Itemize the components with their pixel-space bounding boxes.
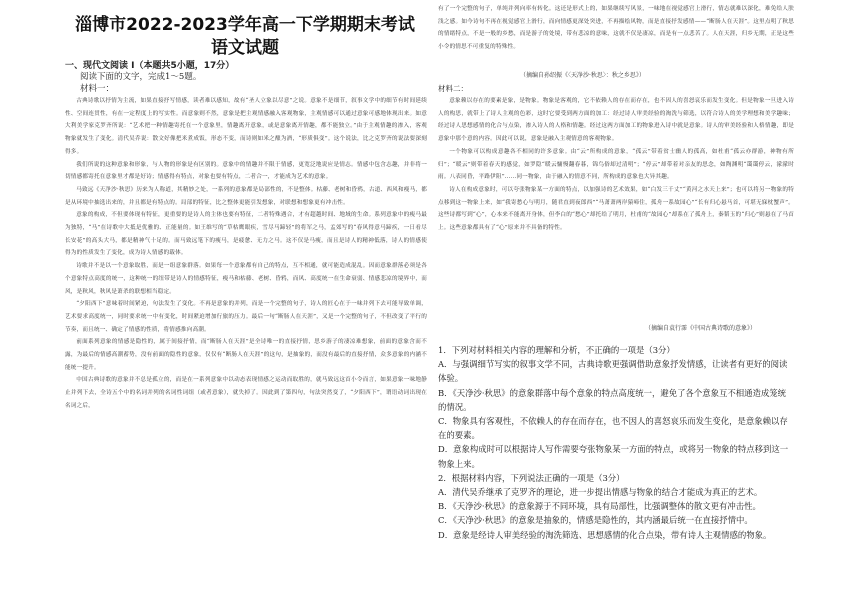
paragraph: 诗人在构成意象时，可以夸张物象某一方面的特点，以加强诗的艺术效果，如“白发三千丈”“黄河之水天上来”；也可以将另一物象的特点移到这一物象上来，如“我寄愁心与明月，随君直到夜郎西”“马萧萧两岸猿啼住，孤舟一系故园心”“长有归心悬马首，可堪无寐枕蟹声”。这些诗都写到“心”，心本来不能离开身体，但李白的“愁心”却托给了明月，杜甫的“故园心”却系在了孤舟上，秦韬玉的“归心”则悬在了马首上。这些意象都具有了“心”原来并不具备的特性。	[438, 186, 794, 232]
question-option: A．与强调细节写实的叙事文学不同，古典诗歌更强调借助意象抒发情感，让读者有更好的阅读体验。	[438, 359, 788, 384]
paragraph: 前面系列意象的情感是隐性的，属于间接抒情，而“断肠人在天涯”是全诗唯一的直接抒情，思乡游子的凄凉难想象，前面的意象含而不露，为最后的情感高潮蓄势，没有前面的隐性的意象，仅仅有“断肠人在天涯”的这句，是抽象的，而没有最后的直接抒情，众多意象的内涵不能统一提升。	[65, 339, 427, 371]
citation-2: （摘编自袁行霈《中国古典诗歌的意象》）	[645, 325, 757, 332]
paragraph: 古典诗歌以抒情为主流，如果直接抒写情感，读者难以感知，故有“圣人立象以尽意”之说。意象不是细节，叙事文学中的细节有时间延续性、空间连贯性，有在一定程度上的写实性。而意象则不然，意象是把主观情感融入客观物象，主观情感可以通过意象可感地体现出来。如意大利美学家克罗齐所说：“艺术把一种情趣寄托在一个意象里，情趣离开意象，或是意象离开情趣，都不能独立。”由于主观情趣的渗入，客观物象就发生了变化。清代吴乔说：散文好像把米煮成饭，形态不变，而诗则如米之酿为酒，“形质俱变”。这个说法，比之克罗齐的说法要深刻得多。	[65, 98, 427, 155]
question-option: A．清代吴乔继承了克罗齐的理论，进一步提出情感与物象的结合才能成为真正的艺术。	[438, 487, 763, 498]
instruction-text: 阅读下面的文字，完成1～5题。	[80, 72, 202, 82]
material2-label: 材料二：	[438, 84, 468, 93]
paragraph: 有了一个完整的句子，单纯并列向率有转化。这还是形式上的，如果继续写风景，一味地在视觉感官上滑行，情志就难以深化，难免给人肤浅之感。如今诗句不再在视觉感官上滑行，而向情感更深处突进，不再描绘风物，而是直接抒发感情——“断肠人在天涯”。这里点明了秋思的情绪特点，不是一般的乡愁，而是游子的处境，带有悲凉的意味，这就不仅是凄凉，而是有一点悲苦了。人在天涯，归乡无期，正是这些小令的情思不可重复的特殊性。	[438, 6, 794, 51]
paragraph: 意象的构成，不但要体现有特征，更重要的是诗人的主体也要有特征，二者特殊遇合，才有超越时间、地域的生命。系列意象中的瘦马最为独特，“马”在诗歌中大抵是优雅的、正能量的。如王维写的“草枯鹰眼疾，雪尽马蹄轻”的将军之马，孟郊写的“春风得意马蹄疾，一日看尽长安花”的高头大马，都是精神气十足的。而马致远笔下的瘦马，是疲惫、无力之马。这不仅是马瘦，而且是诗人的精神低落，诗人的情感使得为的性质发生了变化，成为诗人情感的载体。	[65, 212, 427, 257]
question-option: C．《天净沙·秋思》的意象是抽象的，情感是隐性的，其内涵最后统一在直接抒情中。	[438, 515, 753, 526]
paragraph: 我们所说的这种意象和形象，与人物的形象是有区别的。意象中的情趣并不限于情感，更宽泛地说应是情志。情感中包含志趣，并非将一切情感都寄托在意象里才都是好诗；情感得有特点，对象也要有特点，二者合一，才能成为艺术的意象。	[65, 161, 427, 181]
question-option: D．意象构成时可以根据诗人写作需要夸张物象某一方面的特点，或将另一物象的特点移到这一物象上来。	[438, 444, 789, 469]
question-option: C．物象具有客观性，不依赖人的存在而存在，也不因人的喜怒哀乐而发生变化，是意象赖以存在的要素。	[438, 416, 788, 441]
questions-block	[438, 343, 794, 542]
material1-continued	[438, 3, 794, 54]
citation-1: （摘编自孙绍振《〈天净沙·秋思〉：秋之乡思》）	[520, 72, 645, 79]
material1-label: 材料一：	[80, 84, 115, 94]
page-subtitle: 语文试题	[211, 38, 279, 58]
paragraph: 马致远《天净沙·秋思》历来为人称道，其精妙之处，一系列的意象都是局部性的，不是整体。枯藤、老树和昏鸦，古道、西风和瘦马，都是从环境中抽选出来的，并且都是有特点的。局部的特征，比之整体更能引发想象，对联想和想象更有冲击性。	[65, 186, 427, 206]
material2-body	[438, 95, 794, 235]
question-option: D．意象是经诗人审美经验的淘洗筛选、思想感情的化合点染，带有诗人主观情感的物象。	[438, 529, 772, 540]
paragraph: 一个物象可以构成意趣各不相同的许多意象。由“云”所构成的意象，“孤云”带着贫士幽人的孤高，如杜甫“孤云亦群游，神物有所归”；“暖云”则带着春天的感觉，如罗隐“暖云慵慢翻春暮，锦鸟俗却过清明”；“停云”却带着对亲友的思念，如陶渊明“霭霭停云，濛濛时雨。八表同昏，平路伊阻”……同一物象，由于融入的情意不同，所构成的意象也大异其趣。	[438, 148, 794, 181]
paragraph: 意象赖以存在的要素是象，是物象。物象是客观的，它不依赖人的存在而存在，也不因人的喜怒哀乐而发生变化。但是物象一旦进入诗人的构思，就带上了诗人主观的色彩，这时它要受到两方面的加工：经过诗人审美经验的淘洗与筛选，以符合诗人的美学理想和美学趣味；经过诗人思想感情的化合与点染，渗入诗人的人格和情趣。经过这两方面加工的物象进入诗中就是意象。诗人的审美经验和人格情趣，即是意象中那个意的内容。因此可以说，意象是融入主观情意的客观物象。	[438, 98, 794, 143]
paragraph: “夕阳西下”意味着时间紧迫，句法发生了变化。不再是意象的并列，而是一个完整的句子，诗人的匠心在于一味并列下去可能导致单调，艺术要求高度统一，同时要求统一中有变化，时间紧迫增加行旅的压力。最后一句“断肠人在天涯”，又是一个完整的句子，不但改变了平行的节奏，而且统一、确定了情感的性质，将情感推向高潮。	[65, 301, 427, 333]
paragraph: 诗歌并不是以一个意象取胜，而是一组意象群落。如果每一个意象都有自己的特点，互不相通，就可能造成混乱。因而意象群落必须是各个意象特点高度的统一，这种统一的纽带是诗人的情感特征，瘦马和枯藤、老树、昏鸦，而风、高度统一在生命衰弱、情感悲凉的境界中，而风，是秋风，秋风是萧杀的联想相当稳定。	[65, 263, 427, 295]
question-stem: 1．下列对材料相关内容的理解和分析，不正确的一项是（3分）	[438, 345, 675, 355]
page-title: 淄博市2022-2023学年高一下学期期末考试	[75, 15, 415, 35]
paragraph: 中国古典诗歌的意象并不总是孤立的，而是在一系列意象中以动态表现情感之运动而取胜的，就马致远这首小令而言，如果意象一味地静止并列下去，全诗五个中的名词并列的名词性词组（或者意象），就失掉了。因此到了第四句，句法突然变了，“夕阳西下”，谓语动词出现在名词之后，	[65, 377, 427, 409]
section-heading: 一、现代文阅读 I（本题共5小题，17分）	[65, 61, 235, 71]
material1-body	[65, 95, 427, 413]
question-stem: 2．根据材料内容，下列说法正确的一项是（3分）	[438, 472, 625, 483]
question-option: B．《天净沙·秋思》的意象源于不同环境，具有局部性，比强调整体的散文更有冲击性。	[438, 501, 761, 512]
question-option: B．《天净沙·秋思》的意象群落中每个意象的特点高度统一，避免了各个意象互不相通造成笼统的情况。	[438, 387, 786, 412]
